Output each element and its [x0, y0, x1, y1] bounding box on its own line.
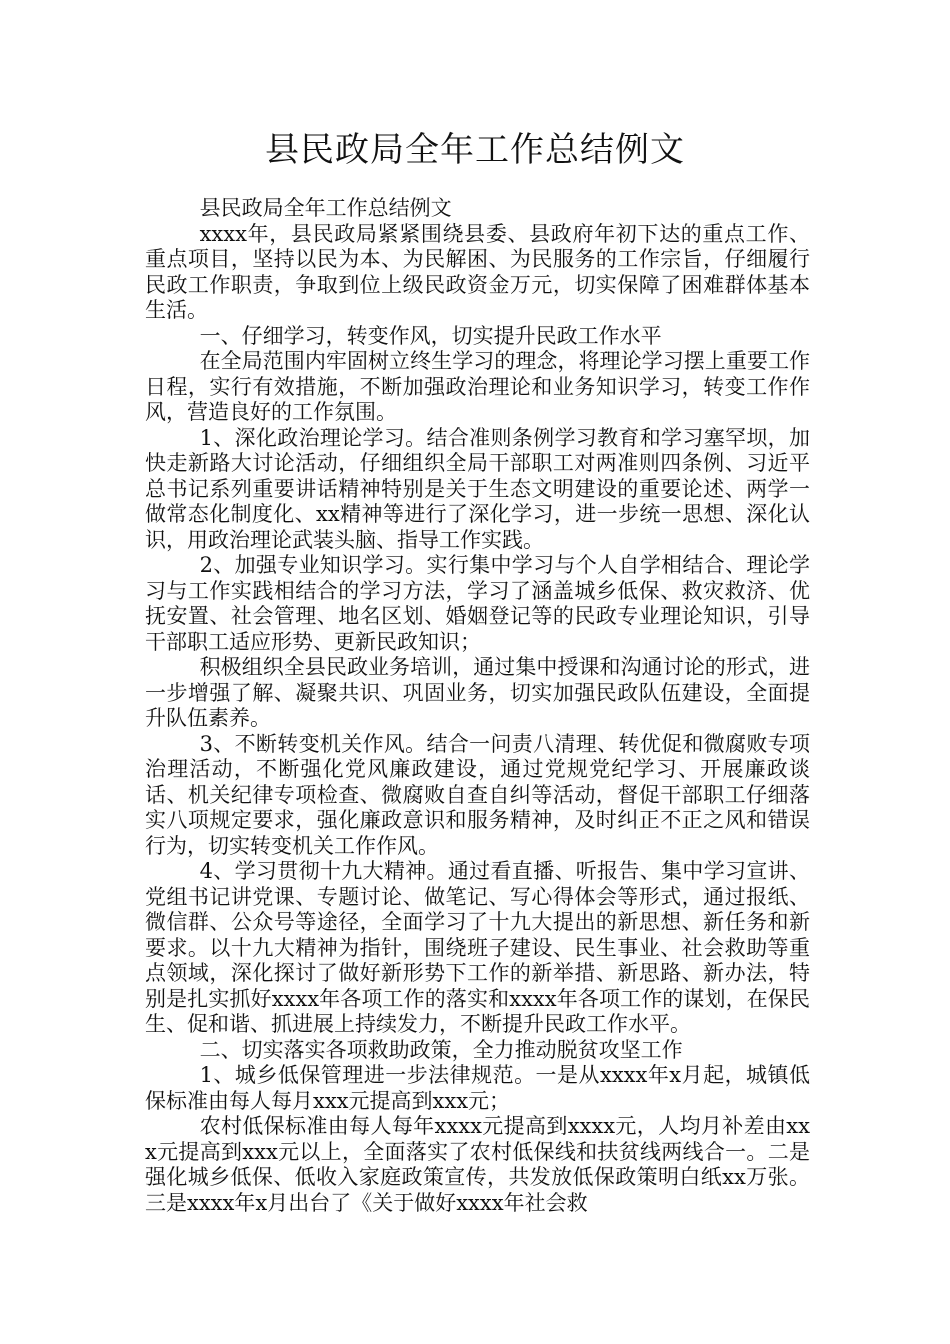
- paragraph: 农村低保标准由每人每年xxxx元提高到xxxx元，人均月补差由xxx元提高到xxx元以上，全面落实了农村低保线和扶贫线两线合一。二是强化城乡低保、低收入家庭政策宣传，共发放低保政策明白纸xx万张。三是xxxx年x月出台了《关于做好xxxx年社会救: [145, 1114, 810, 1215]
- paragraph: 4、学习贯彻十九大精神。通过看直播、听报告、集中学习宣讲、党组书记讲党课、专题讨论、做笔记、写心得体会等形式，通过报纸、微信群、公众号等途径，全面学习了十九大提出的新思想、新任务和新要求。以十九大精神为指针，围绕班子建设、民生事业、社会救助等重点领域，深化探讨了做好新形势下工作的新举措、新思路、新办法，特别是扎实抓好xxxx年各项工作的落实和xxxx年各项工作的谋划，在保民生、促和谐、抓进展上持续发力，不断提升民政工作水平。: [145, 859, 810, 1036]
- paragraph: 2、加强专业知识学习。实行集中学习与个人自学相结合、理论学习与工作实践相结合的学习方法，学习了涵盖城乡低保、救灾救济、优抚安置、社会管理、地名区划、婚姻登记等的民政专业理论知识，引导干部职工适应形势、更新民政知识；: [145, 553, 810, 654]
- paragraph: 1、深化政治理论学习。结合准则条例学习教育和学习塞罕坝，加快走新路大讨论活动，仔细组织全局干部职工对两准则四条例、习近平总书记系列重要讲话精神特别是关于生态文明建设的重要论述、两学一做常态化制度化、xx精神等进行了深化学习，进一步统一思想、深化认识，用政治理论武装头脑、指导工作实践。: [145, 425, 810, 552]
- document-title: 县民政局全年工作总结例文: [265, 130, 685, 170]
- paragraph: 1、城乡低保管理进一步法律规范。一是从xxxx年x月起，城镇低保标准由每人每月xxx元提高到xxx元；: [145, 1063, 810, 1113]
- paragraph: 在全局范围内牢固树立终生学习的理念，将理论学习摆上重要工作日程，实行有效措施，不断加强政治理论和业务知识学习，转变工作作风，营造良好的工作氛围。: [145, 349, 810, 424]
- paragraph: 积极组织全县民政业务培训，通过集中授课和沟通讨论的形式，进一步增强了解、凝聚共识、巩固业务，切实加强民政队伍建设，全面提升队伍素养。: [145, 655, 810, 730]
- document-body: [145, 196, 810, 1216]
- paragraph: 县民政局全年工作总结例文: [199, 196, 452, 220]
- section-heading: 二、切实落实各项救助政策，全力推动脱贫攻坚工作: [199, 1037, 683, 1062]
- paragraph: xxxx年，县民政局紧紧围绕县委、县政府年初下达的重点工作、重点项目，坚持以民为本、为民解困、为民服务的工作宗旨，仔细履行民政工作职责，争取到位上级民政资金万元，切实保障了困难群体基本生活。: [145, 221, 810, 322]
- section-heading: 一、仔细学习，转变作风，切实提升民政工作水平: [199, 323, 662, 348]
- paragraph: 3、不断转变机关作风。结合一问责八清理、转优促和微腐败专项治理活动，不断强化党风廉政建设，通过党规党纪学习、开展廉政谈话、机关纪律专项检查、微腐败自查自纠等活动，督促干部职工仔细落实八项规定要求，强化廉政意识和服务精神，及时纠正不正之风和错误行为，切实转变机关工作作风。: [145, 731, 810, 858]
